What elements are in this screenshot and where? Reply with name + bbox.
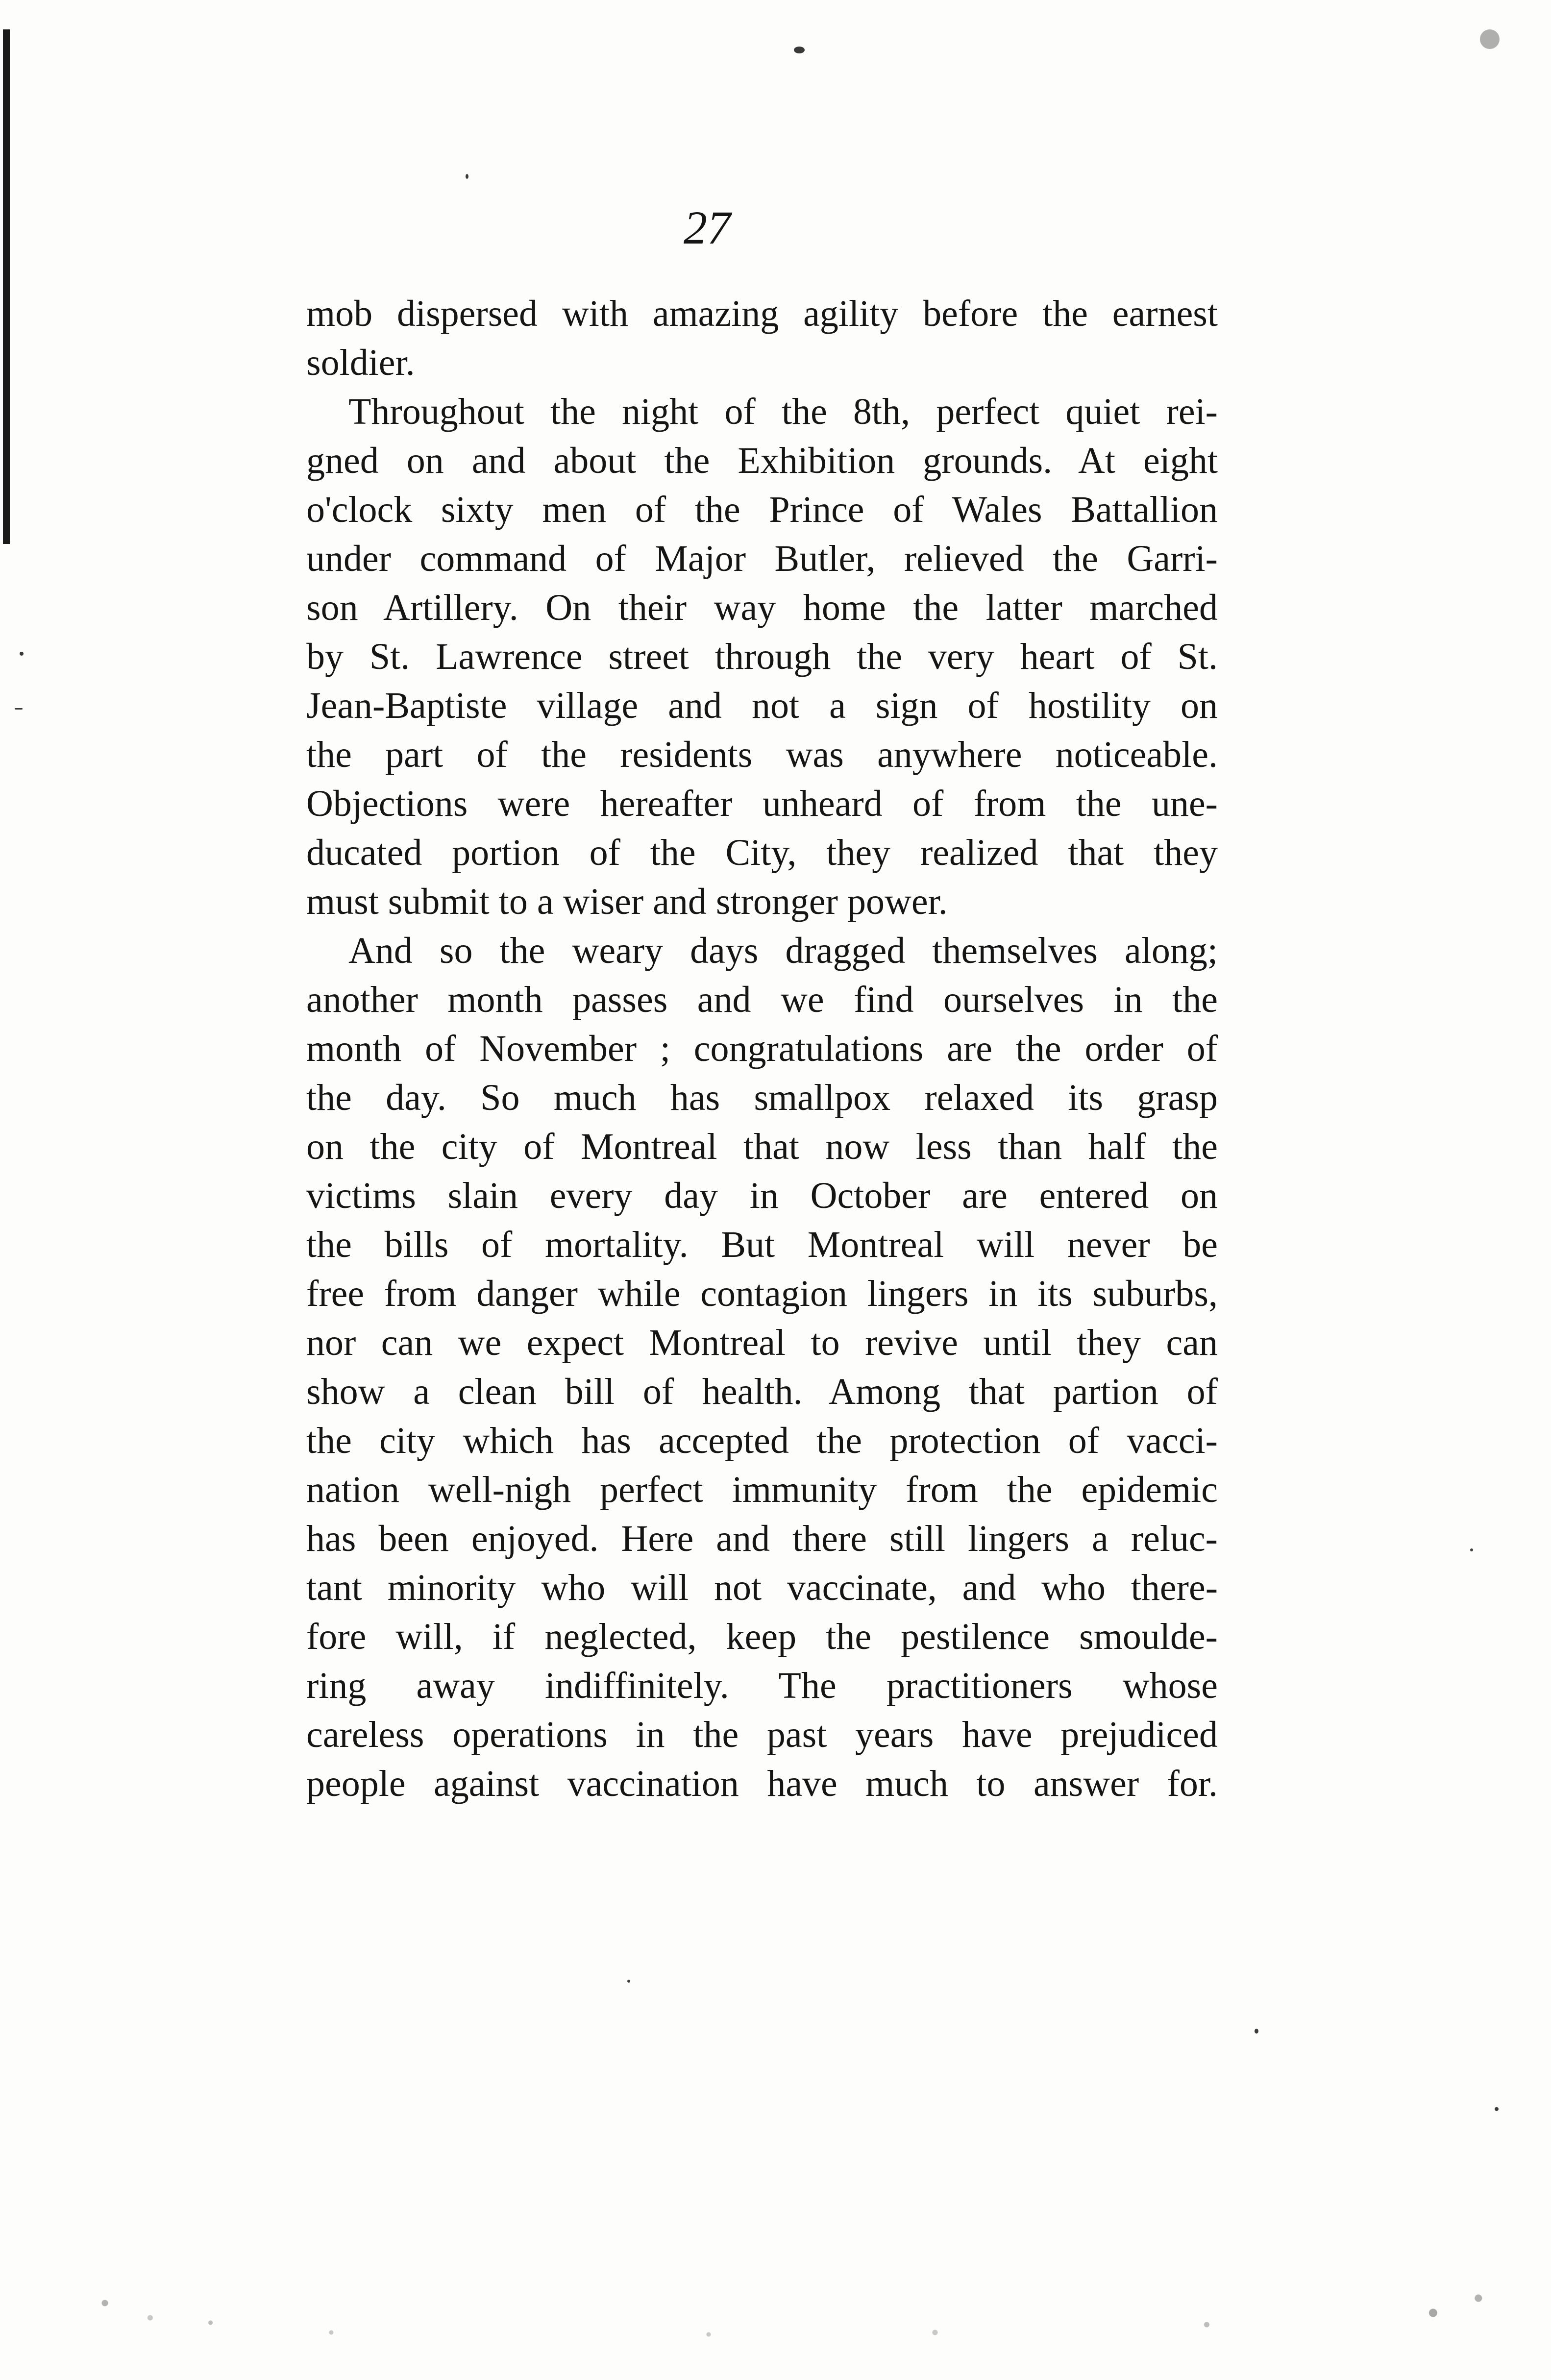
text-line: Objections were hereafter unheard of from the une- xyxy=(306,783,1218,824)
text-line: has been enjoyed. Here and there still lingers a reluc- xyxy=(306,1518,1218,1559)
scan-dirt xyxy=(29,2264,1539,2362)
binding-edge xyxy=(3,29,10,544)
scan-speck xyxy=(1495,2107,1499,2111)
scan-speck xyxy=(627,1980,630,1983)
text-line: under command of Major Butler, relieved the Garri- xyxy=(306,538,1218,579)
scan-speck xyxy=(15,708,23,710)
text-line: And so the weary days dragged themselves along; xyxy=(348,930,1218,971)
scan-speck xyxy=(1255,2029,1258,2034)
text-line: free from danger while contagion lingers in its suburbs, xyxy=(306,1273,1218,1314)
text-line: nation well-nigh perfect immunity from the epidemic xyxy=(306,1469,1218,1510)
text-line: on the city of Montreal that now less than half the xyxy=(306,1126,1218,1167)
scan-speck xyxy=(794,47,805,53)
text-line: son Artillery. On their way home the latter marched xyxy=(306,587,1218,628)
page-number: 27 xyxy=(684,201,731,254)
scan-speck xyxy=(466,174,468,179)
text-line: soldier. xyxy=(306,342,415,383)
text-line: month of November ; congratulations are the order of xyxy=(306,1028,1218,1069)
text-line: o'clock sixty men of the Prince of Wales Battallion xyxy=(306,489,1218,530)
text-line: must submit to a wiser and stronger power. xyxy=(306,881,948,922)
text-line: tant minority who will not vaccinate, and who there- xyxy=(306,1567,1218,1608)
text-line: fore will, if neglected, keep the pestilence smoulde- xyxy=(306,1616,1218,1657)
text-line: Throughout the night of the 8th, perfect quiet rei- xyxy=(348,391,1218,432)
text-line: the city which has accepted the protection of vacci- xyxy=(306,1420,1218,1461)
text-line: ducated portion of the City, they realized that they xyxy=(306,832,1218,873)
text-line: the part of the residents was anywhere noticeable. xyxy=(306,734,1218,775)
text-line: by St. Lawrence street through the very heart of St. xyxy=(306,636,1218,677)
text-line: show a clean bill of health. Among that partion of xyxy=(306,1371,1218,1412)
scan-speck xyxy=(1470,1548,1473,1551)
text-line: ring away indiffinitely. The practitioners whose xyxy=(306,1665,1218,1706)
text-line: nor can we expect Montreal to revive until they can xyxy=(306,1322,1218,1363)
text-line: victims slain every day in October are entered on xyxy=(306,1175,1218,1216)
text-line: another month passes and we find ourselves in the xyxy=(306,979,1218,1020)
scan-speck xyxy=(1480,29,1500,49)
text-line: the day. So much has smallpox relaxed its grasp xyxy=(306,1077,1218,1118)
text-line: the bills of mortality. But Montreal will never be xyxy=(306,1224,1218,1265)
text-line: gned on and about the Exhibition grounds. At eight xyxy=(306,440,1218,481)
text-line: mob dispersed with amazing agility before the earnest xyxy=(306,293,1218,334)
text-line: careless operations in the past years have prejudiced xyxy=(306,1714,1218,1755)
scan-speck xyxy=(20,652,24,656)
body-text xyxy=(306,289,1218,1808)
text-line: Jean-Baptiste village and not a sign of hostility on xyxy=(306,685,1218,726)
text-line: people against vaccination have much to answer for. xyxy=(306,1763,1218,1804)
